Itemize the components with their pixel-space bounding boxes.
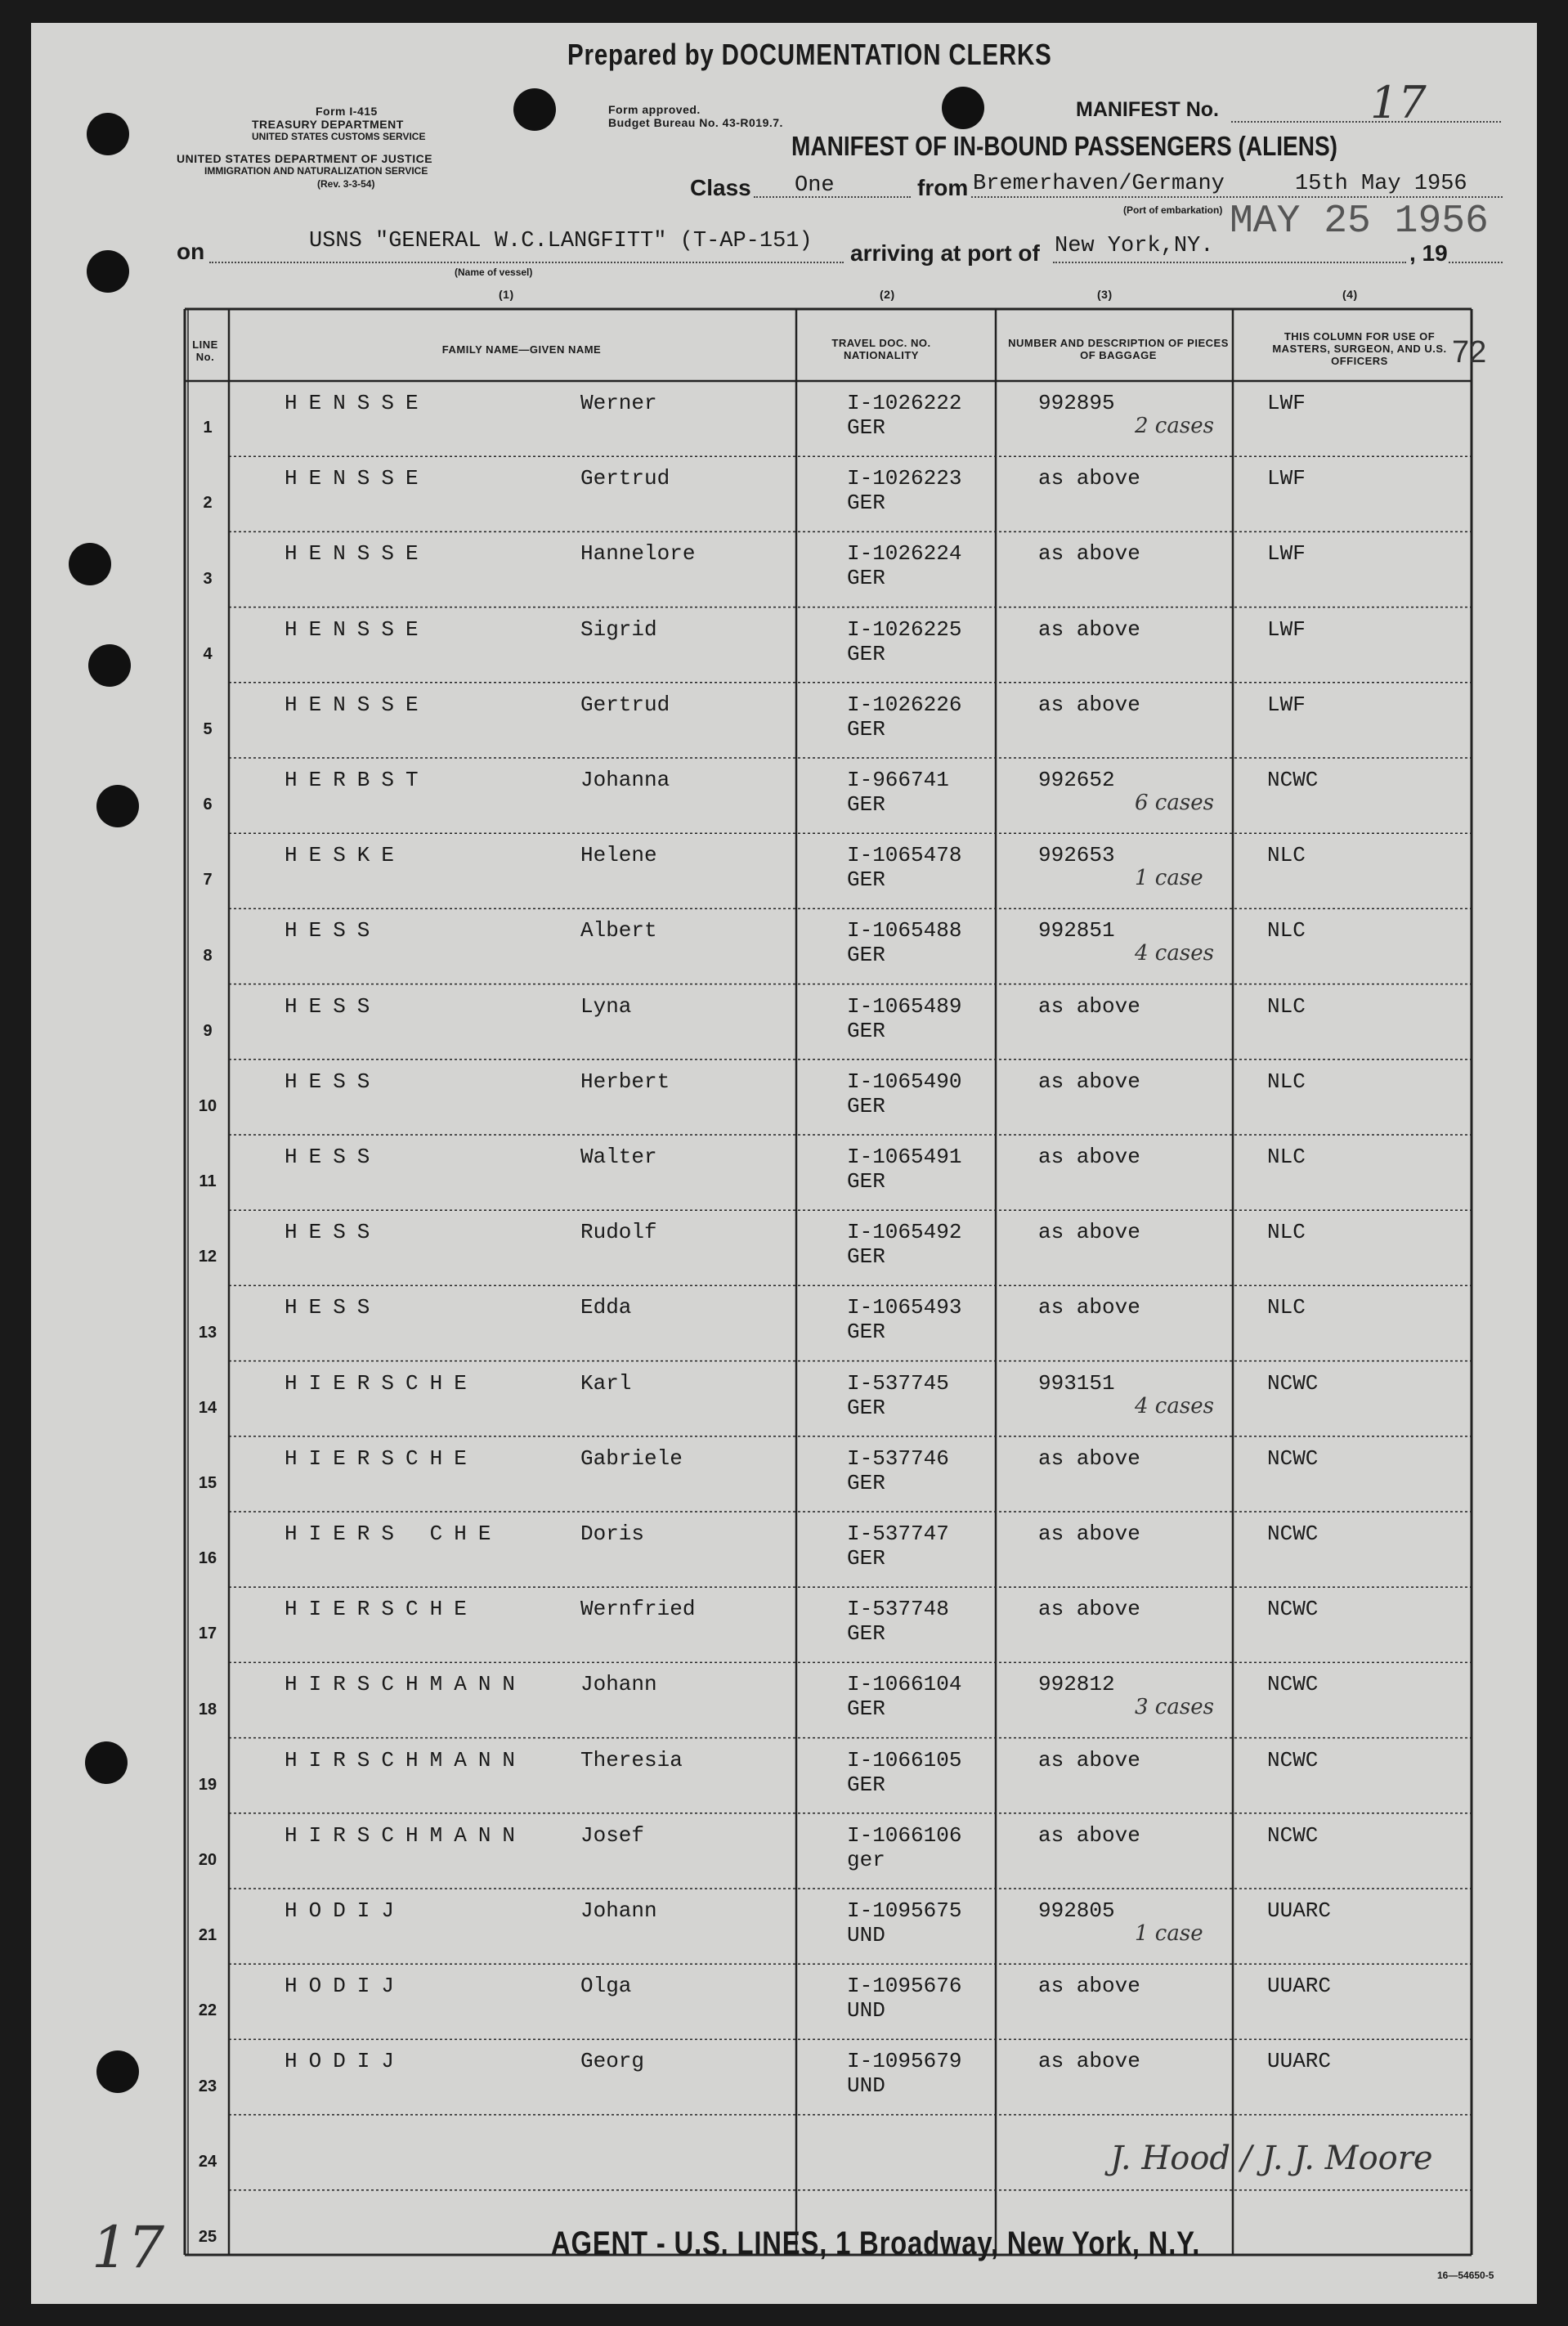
travel-doc-number: I-537745 — [847, 1370, 949, 1396]
officer-code: LWF — [1267, 391, 1306, 415]
travel-doc-number: I-1065489 — [847, 993, 962, 1019]
form-code: 16—54650-5 — [1437, 2270, 1494, 2281]
given-name: Karl — [580, 1370, 632, 1396]
port-embarkation-label: (Port of embarkation) — [1123, 204, 1223, 216]
travel-doc-number: I-1026226 — [847, 692, 962, 717]
given-name: Walter — [580, 1145, 657, 1169]
line-number: 5 — [203, 720, 213, 738]
arrival-date-stamp: MAY 25 1956 — [1230, 199, 1489, 244]
travel-doc-number: I-537748 — [847, 1597, 949, 1622]
family-name: HIERSCHE — [284, 1370, 478, 1396]
given-name: Johann — [580, 1672, 657, 1697]
baggage-number: as above — [1038, 1822, 1140, 1848]
travel-doc-number: I-1095675 — [847, 1898, 962, 1923]
form-number: Form I-415 — [316, 105, 378, 118]
officer-code: NCWC — [1267, 1370, 1319, 1396]
travel-doc-number: I-1065491 — [847, 1145, 962, 1169]
line-number: 25 — [198, 2228, 217, 2246]
baggage-note: 1 case — [1135, 1921, 1203, 1946]
officer-code: NLC — [1267, 1145, 1306, 1169]
line-number: 3 — [203, 569, 213, 588]
nationality: GER — [847, 1546, 885, 1571]
baggage-note: 6 cases — [1135, 791, 1214, 815]
embarkation-port: Bremerhaven/Germany — [973, 172, 1225, 196]
column-header-officers: THIS COLUMN FOR USE OF MASTERS, SURGEON, AND U.S. OFFICERS — [1272, 330, 1447, 367]
travel-doc-number: I-1066106 — [847, 1822, 962, 1848]
officer-code: LWF — [1267, 616, 1306, 642]
given-name: Gertrud — [580, 466, 670, 491]
travel-doc-number: I-1066104 — [847, 1672, 962, 1697]
officer-code: NLC — [1267, 918, 1306, 943]
family-name: HIERS CHE — [284, 1522, 503, 1546]
family-name: HESS — [284, 993, 382, 1019]
line-number: 4 — [203, 644, 213, 663]
treasury-department: TREASURY DEPARTMENT — [252, 118, 404, 131]
line-number: 18 — [198, 1700, 217, 1719]
officer-code: NLC — [1267, 1069, 1306, 1094]
given-name: Edda — [580, 1295, 632, 1320]
officer-code: UUARC — [1267, 1974, 1332, 1999]
travel-doc-number: I-537747 — [847, 1522, 949, 1546]
agent-stamp: AGENT - U.S. LINES, 1 Broadway, New York, N.Y. — [551, 2225, 1201, 2261]
nationality: GER — [847, 1621, 885, 1647]
column-number-2: (2) — [880, 288, 895, 301]
baggage-number: as above — [1038, 1522, 1140, 1546]
officer-code: NCWC — [1267, 768, 1319, 792]
baggage-number: as above — [1038, 1069, 1140, 1094]
family-name: HIRSCHMANN — [284, 1822, 527, 1848]
column-header-baggage: NUMBER AND DESCRIPTION OF PIECES OF BAGGAGE — [1008, 337, 1229, 361]
class-value: One — [795, 173, 835, 198]
nationality: GER — [847, 716, 885, 742]
baggage-number: as above — [1038, 1597, 1140, 1622]
line-number: 10 — [198, 1097, 217, 1115]
travel-doc-number: I-1095679 — [847, 2049, 962, 2074]
family-name: HESS — [284, 1069, 382, 1094]
margin-page-mark: 17 — [92, 2214, 165, 2281]
officer-code: NCWC — [1267, 1522, 1319, 1546]
line-number: 16 — [198, 1549, 217, 1568]
line-number: 17 — [198, 1625, 217, 1643]
family-name: HIRSCHMANN — [284, 1672, 527, 1697]
baggage-note: 3 cases — [1135, 1695, 1214, 1720]
line-number: 11 — [199, 1172, 217, 1191]
nationality: GER — [847, 1093, 885, 1118]
nationality: GER — [847, 1244, 885, 1270]
officer-code: LWF — [1267, 541, 1306, 567]
manifest-title: MANIFEST OF IN-BOUND PASSENGERS (ALIENS) — [791, 131, 1338, 161]
vessel-label: (Name of vessel) — [455, 267, 533, 278]
family-name: HODIJ — [284, 2049, 406, 2074]
baggage-number: as above — [1038, 1445, 1140, 1471]
baggage-note: 1 case — [1135, 866, 1203, 891]
budget-bureau: Budget Bureau No. 43-R019.7. — [608, 116, 783, 129]
officer-code: NCWC — [1267, 1672, 1319, 1697]
class-label: Class — [690, 175, 751, 200]
column-header-name: FAMILY NAME—GIVEN NAME — [441, 343, 602, 356]
on-label: on — [177, 239, 205, 264]
line-number: 8 — [203, 946, 213, 965]
officer-code: LWF — [1267, 466, 1306, 491]
arriving-label: arriving at port of — [850, 240, 1040, 266]
nationality: GER — [847, 1169, 885, 1194]
given-name: Lyna — [580, 993, 632, 1019]
travel-doc-number: I-537746 — [847, 1445, 949, 1471]
column-number-3: (3) — [1097, 288, 1113, 301]
family-name: HESS — [284, 1145, 382, 1169]
travel-doc-number: I-1026223 — [847, 466, 962, 491]
line-number: 9 — [203, 1021, 213, 1040]
officer-code: UUARC — [1267, 1898, 1332, 1923]
nationality: GER — [847, 491, 885, 516]
officer-code: NLC — [1267, 993, 1306, 1019]
manifest-page — [31, 23, 1537, 2304]
given-name: Rudolf — [580, 1220, 657, 1245]
given-name: Sigrid — [580, 616, 657, 642]
family-name: HENSSE — [284, 541, 430, 567]
baggage-number: 992851 — [1038, 918, 1115, 943]
baggage-number: as above — [1038, 1747, 1140, 1773]
travel-doc-number: I-1026224 — [847, 541, 962, 567]
travel-doc-number: I-966741 — [847, 768, 949, 792]
line-number: 14 — [198, 1398, 217, 1417]
given-name: Helene — [580, 843, 657, 868]
nationality: GER — [847, 792, 885, 817]
officer-code: NLC — [1267, 1220, 1306, 1245]
baggage-number: as above — [1038, 616, 1140, 642]
line-number: 23 — [198, 2077, 217, 2095]
embarkation-date: 15th May 1956 — [1295, 172, 1467, 196]
officer-code: NCWC — [1267, 1597, 1319, 1622]
given-name: Olga — [580, 1974, 632, 1999]
family-name: HESS — [284, 1220, 382, 1245]
line-number: 21 — [198, 1926, 217, 1945]
line-number: 1 — [203, 419, 213, 437]
officer-code: NCWC — [1267, 1747, 1319, 1773]
given-name: Theresia — [580, 1747, 683, 1773]
baggage-number: 993151 — [1038, 1370, 1115, 1396]
given-name: Hannelore — [580, 541, 696, 567]
department-of-justice: UNITED STATES DEPARTMENT OF JUSTICE — [177, 152, 433, 165]
given-name: Georg — [580, 2049, 645, 2074]
family-name: HENSSE — [284, 391, 430, 415]
family-name: HIERSCHE — [284, 1597, 478, 1622]
from-label: from — [917, 175, 969, 200]
officer-code: NLC — [1267, 1295, 1306, 1320]
line-number: 24 — [198, 2152, 217, 2171]
given-name: Albert — [580, 918, 657, 943]
nationality: GER — [847, 415, 885, 440]
travel-doc-number: I-1095676 — [847, 1974, 962, 1999]
nationality: UND — [847, 2073, 885, 2099]
travel-doc-number: I-1065488 — [847, 918, 962, 943]
baggage-number: 992653 — [1038, 843, 1115, 868]
officer-code: NCWC — [1267, 1445, 1319, 1471]
nationality: GER — [847, 1772, 885, 1797]
nationality: GER — [847, 943, 885, 968]
baggage-number: as above — [1038, 1974, 1140, 1999]
baggage-number: as above — [1038, 692, 1140, 717]
family-name: HIERSCHE — [284, 1445, 478, 1471]
given-name: Gertrud — [580, 692, 670, 717]
nationality: GER — [847, 867, 885, 893]
given-name: Werner — [580, 391, 657, 415]
given-name: Johanna — [580, 768, 670, 792]
nationality: GER — [847, 566, 885, 591]
travel-doc-number: I-1065493 — [847, 1295, 962, 1320]
family-name: HENSSE — [284, 692, 430, 717]
travel-doc-number: I-1026222 — [847, 391, 962, 415]
page-mark: 72 — [1452, 335, 1487, 370]
nationality: GER — [847, 1395, 885, 1420]
family-name: HESKE — [284, 843, 406, 868]
nationality: GER — [847, 1470, 885, 1495]
form-approved: Form approved. — [608, 103, 701, 116]
arrival-port: New York,NY. — [1055, 234, 1214, 258]
given-name: Josef — [580, 1822, 645, 1848]
travel-doc-number: I-1026225 — [847, 616, 962, 642]
line-number: 22 — [198, 2001, 217, 2020]
family-name: HENSSE — [284, 466, 430, 491]
given-name: Gabriele — [580, 1445, 683, 1471]
travel-doc-number: I-1065490 — [847, 1069, 962, 1094]
baggage-number: 992812 — [1038, 1672, 1115, 1697]
customs-service: UNITED STATES CUSTOMS SERVICE — [252, 131, 426, 142]
baggage-number: as above — [1038, 1220, 1140, 1245]
travel-doc-number: I-1065492 — [847, 1220, 962, 1245]
baggage-number: as above — [1038, 993, 1140, 1019]
vessel-name: USNS "GENERAL W.C.LANGFITT" (T-AP-151) — [309, 229, 813, 253]
baggage-number: 992652 — [1038, 768, 1115, 792]
nationality: UND — [847, 1923, 885, 1947]
family-name: HIRSCHMANN — [284, 1747, 527, 1773]
line-number: 7 — [203, 871, 213, 890]
line-number: 19 — [198, 1775, 217, 1794]
officer-code: UUARC — [1267, 2049, 1332, 2074]
nationality: GER — [847, 1018, 885, 1043]
ins-label: IMMIGRATION AND NATURALIZATION SERVICE — [204, 165, 428, 177]
family-name: HERBST — [284, 768, 430, 792]
baggage-number: as above — [1038, 1295, 1140, 1320]
column-header-travel-doc: TRAVEL DOC. NO. NATIONALITY — [831, 337, 931, 361]
baggage-number: as above — [1038, 1145, 1140, 1169]
nationality: GER — [847, 1320, 885, 1345]
travel-doc-number: I-1066105 — [847, 1747, 962, 1773]
documentation-clerks-stamp: Prepared by DOCUMENTATION CLERKS — [567, 38, 1052, 71]
travel-doc-number: I-1065478 — [847, 843, 962, 868]
line-number: 20 — [198, 1851, 217, 1869]
baggage-note: 4 cases — [1135, 941, 1214, 966]
line-number: 6 — [203, 796, 213, 814]
baggage-note: 2 cases — [1135, 414, 1214, 438]
officer-code: LWF — [1267, 692, 1306, 717]
line-number: 15 — [198, 1474, 217, 1492]
baggage-number: 992805 — [1038, 1898, 1115, 1923]
given-name: Wernfried — [580, 1597, 696, 1622]
baggage-number: 992895 — [1038, 391, 1115, 415]
family-name: HESS — [284, 918, 382, 943]
nationality: ger — [847, 1847, 885, 1872]
column-header-line-no: LINE No. — [192, 338, 218, 363]
line-number: 12 — [198, 1248, 217, 1266]
nationality: UND — [847, 1998, 885, 2023]
family-name: HENSSE — [284, 616, 430, 642]
given-name: Doris — [580, 1522, 645, 1546]
family-name: HODIJ — [284, 1974, 406, 1999]
nationality: GER — [847, 641, 885, 666]
line-number: 13 — [198, 1323, 217, 1342]
column-number-1: (1) — [499, 288, 514, 301]
column-number-4: (4) — [1342, 288, 1358, 301]
baggage-number: as above — [1038, 2049, 1140, 2074]
baggage-number: as above — [1038, 541, 1140, 567]
officer-code: NCWC — [1267, 1822, 1319, 1848]
officer-code: NLC — [1267, 843, 1306, 868]
baggage-note: 4 cases — [1135, 1393, 1214, 1418]
baggage-number: as above — [1038, 466, 1140, 491]
manifest-number-value: 17 — [1370, 77, 1427, 128]
family-name: HODIJ — [284, 1898, 406, 1923]
officer-signature: J. Hood / J. J. Moore — [1110, 2140, 1433, 2177]
revision-date: (Rev. 3-3-54) — [317, 178, 375, 190]
given-name: Herbert — [580, 1069, 670, 1094]
given-name: Johann — [580, 1898, 657, 1923]
nationality: GER — [847, 1696, 885, 1722]
year-label: , 19 — [1409, 240, 1448, 266]
family-name: HESS — [284, 1295, 382, 1320]
manifest-number-label: MANIFEST No. — [1076, 98, 1219, 121]
line-number: 2 — [203, 494, 213, 513]
